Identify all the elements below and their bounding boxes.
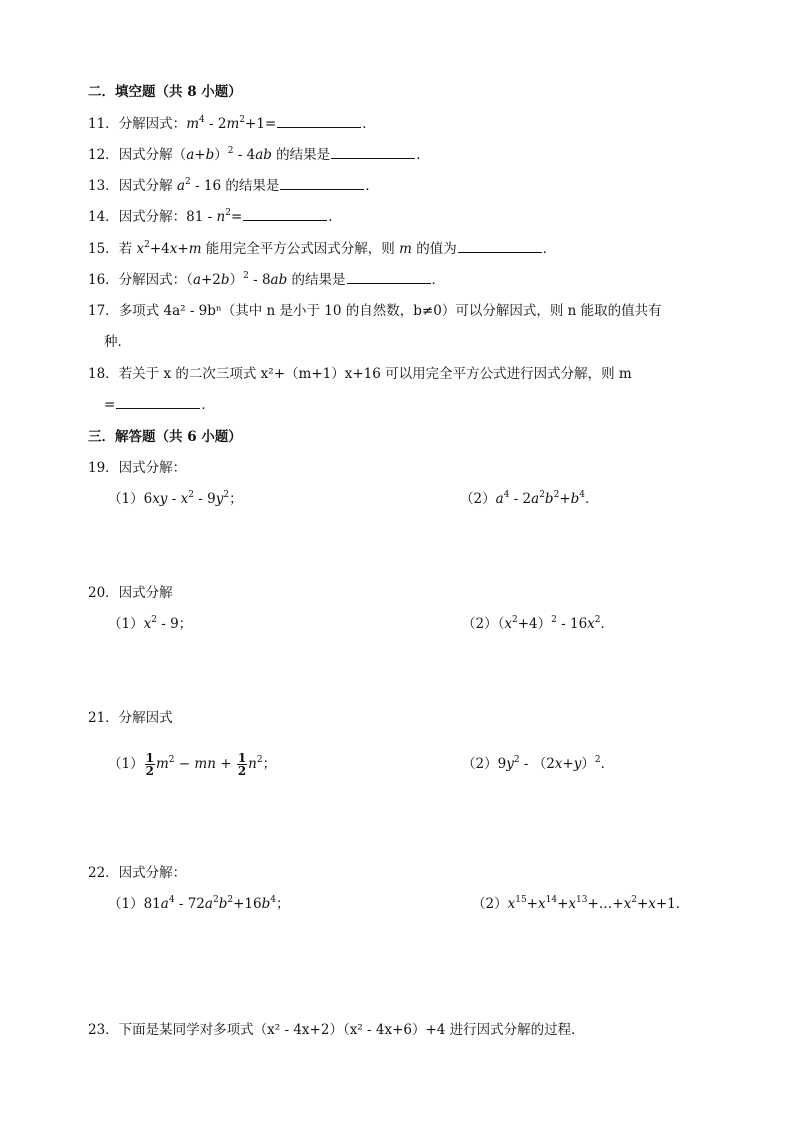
question-text: 分解因式： xyxy=(118,116,187,132)
section-title-fill-in: 二．填空题（共 8 小题） xyxy=(88,84,242,100)
question-19-part-1: $(1)6xy - x^2 - 9y^2$； xyxy=(108,490,243,507)
fraction-one-half: $\frac{1}{2}$ xyxy=(145,751,154,778)
question-18-continued: = ． xyxy=(104,397,215,413)
question-16: 16．分解因式：$(a+2b)^2 - 8ab$ 的结果是 ． xyxy=(88,271,446,288)
answer-blank[interactable] xyxy=(243,208,327,221)
answer-blank[interactable] xyxy=(458,240,542,253)
fraction-one-half: $\frac{1}{2}$ xyxy=(237,751,247,778)
question-14: 14．因式分解：$81 - n^2=$ ． xyxy=(88,208,342,225)
question-18 xyxy=(88,365,632,383)
question-19-title: 19．因式分解： xyxy=(88,460,187,476)
question-text: 若关于 x 的二次三项式 x²+（m+1）x+16 可以用完全平方公式进行因式分解，则 m xyxy=(118,366,632,382)
answer-blank[interactable] xyxy=(116,396,200,409)
answer-blank[interactable] xyxy=(347,271,431,284)
question-11: 11．分解因式：$m^4 - 2m^2+1=$ ． xyxy=(88,115,376,132)
answer-blank[interactable] xyxy=(277,115,361,128)
question-number: 12． xyxy=(88,147,119,163)
question-19-part-2: $(2)a^4 - 2a^2b^2+b^4$． xyxy=(460,490,599,507)
question-12: 12．因式分解$(a+b)^2 - 4ab$ 的结果是 ． xyxy=(88,146,430,163)
question-21-part-1: （1） $\frac{1}{2}$ $m^2$ − mn + $\frac{1}{2}$ $n^2$； xyxy=(108,751,277,778)
question-23-title: 23．下面是某同学对多项式（x² - 4x+2）（x² - 4x+6）+4 进行因式分解的过程． xyxy=(88,1022,585,1038)
question-15: 15．若 $x^2+4x+m$ 能用完全平方公式因式分解，则 m 的值为 ． xyxy=(88,240,557,257)
question-20-part-1: $(1)x^2 - 9$； xyxy=(108,615,193,632)
question-20-part-2: $(2)(x^2+4)^2 - 16x^2$． xyxy=(462,615,615,632)
question-number: 15． xyxy=(88,241,119,257)
question-number: 13． xyxy=(88,178,119,194)
question-text: 多项式 4a² - 9bⁿ（其中 n 是小于 10 的自然数，b≠0）可以分解因式，则 n 能取的值共有 xyxy=(118,303,662,319)
question-17-continued: 种． xyxy=(104,334,131,350)
question-22-part-1: $(1)81a^4 - 72a^2b^2+16b^4$； xyxy=(108,895,290,912)
question-22-title: 22．因式分解： xyxy=(88,865,187,881)
answer-blank[interactable] xyxy=(280,177,364,190)
question-number: 18． xyxy=(88,366,119,382)
question-number: 14． xyxy=(88,209,119,225)
question-22-part-2: $(2)x^{15}+x^{14}+x^{13}+\dots+x^2+x+1$． xyxy=(472,895,690,912)
question-20-title: 20．因式分解 xyxy=(88,585,173,601)
question-21-title: 21．分解因式 xyxy=(88,710,173,726)
question-21-part-2: $(2)9y^2 - (2x+y)^2$． xyxy=(462,755,615,772)
question-number: 11． xyxy=(88,116,119,132)
question-number: 17． xyxy=(88,303,119,319)
question-13: 13．因式分解 $a^2 - 16$ 的结果是 ． xyxy=(88,177,379,194)
section-title-answer: 三．解答题（共 6 小题） xyxy=(88,429,242,445)
question-17 xyxy=(88,302,662,320)
question-number: 16． xyxy=(88,272,119,288)
answer-blank[interactable] xyxy=(331,146,415,159)
